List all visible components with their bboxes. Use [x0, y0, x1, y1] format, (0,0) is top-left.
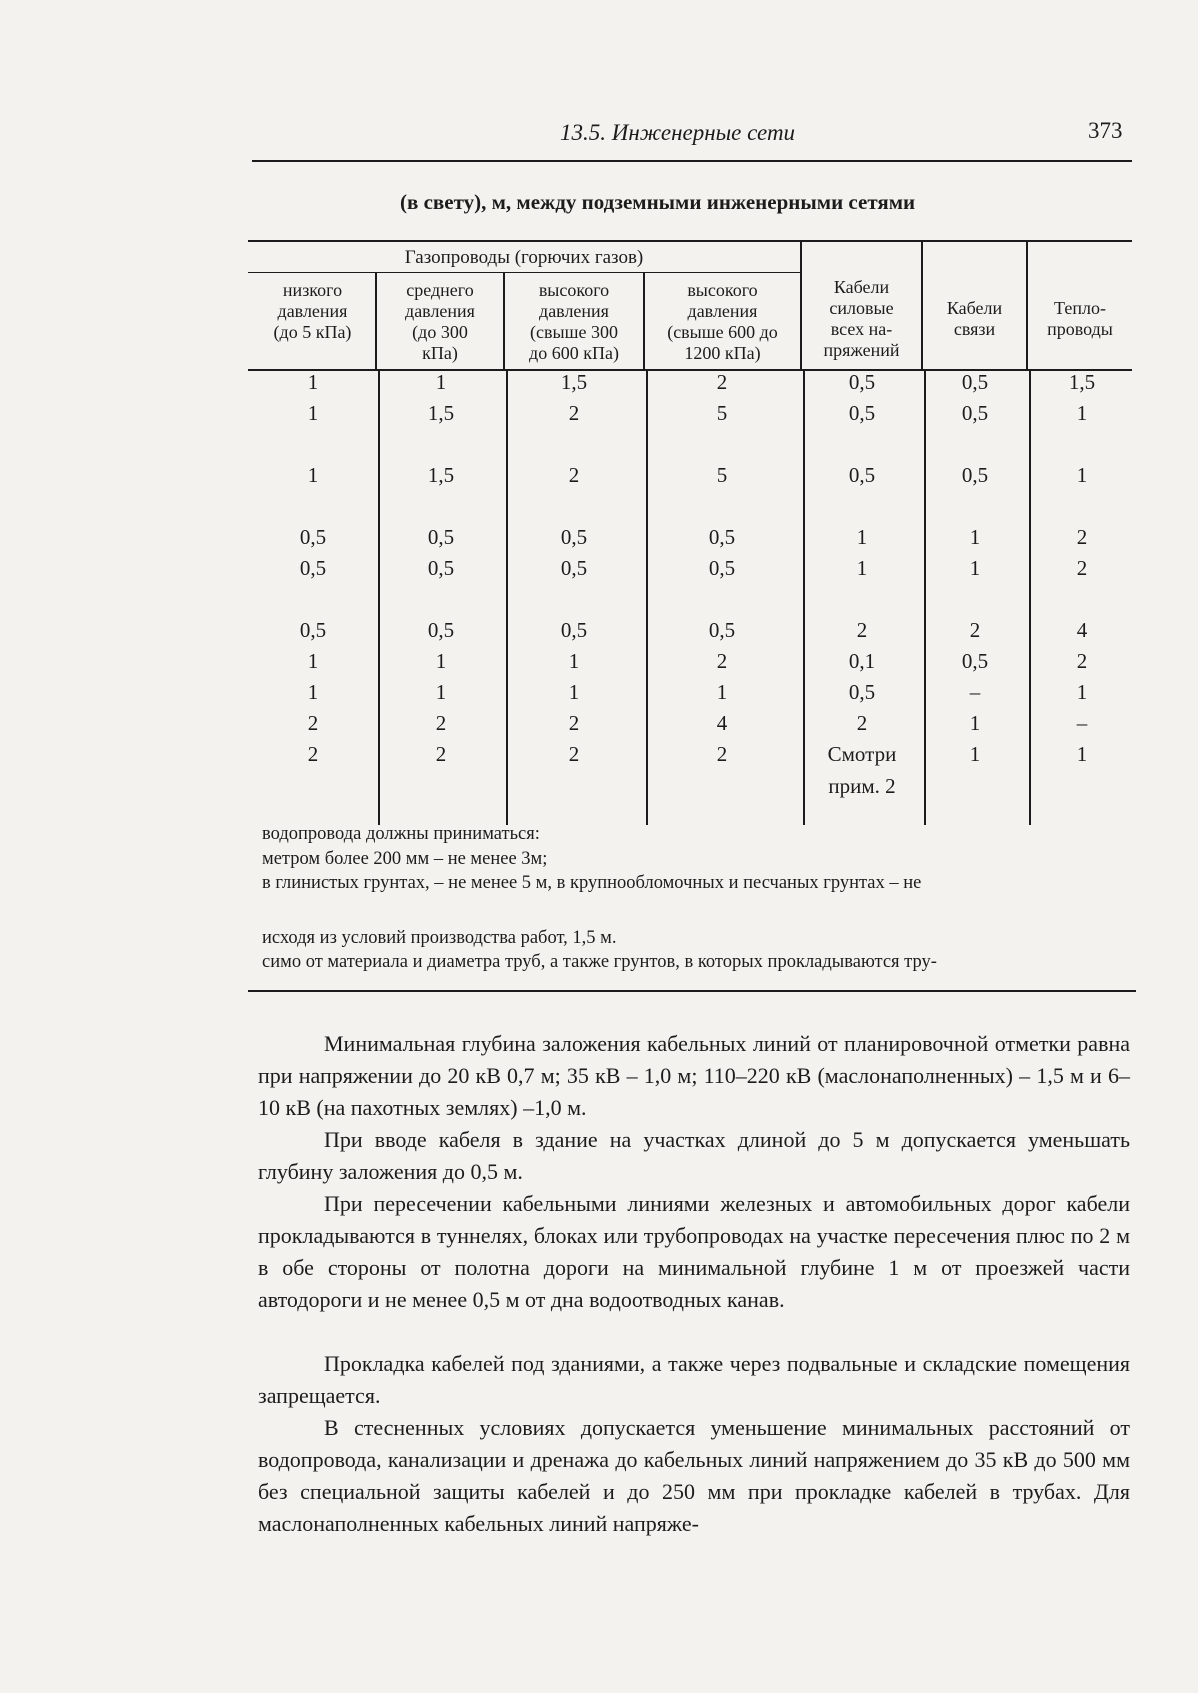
body-paragraph: Прокладка кабелей под зданиями, а также через подвальные и складские помещения запрещается.: [258, 1351, 1130, 1408]
body-column-divider: [924, 370, 926, 825]
column-header-medium-pressure: среднего давления (до 300 кПа): [405, 280, 475, 363]
page-number: 373: [1088, 118, 1123, 143]
table-cell: 4: [716, 711, 728, 735]
table-cell: 0,5: [961, 401, 989, 425]
table-cell: 1: [307, 463, 319, 487]
table-cell: 0,5: [848, 463, 876, 487]
table-cell: 0,5: [299, 556, 327, 580]
table-cell: 0,5: [427, 618, 455, 642]
table-cell: 1: [969, 525, 981, 549]
table-cell: 0,5: [560, 525, 588, 549]
table-note: исходя из условий производства работ, 1,5 м.: [262, 928, 617, 948]
group-header-rule: [248, 272, 800, 273]
table-cell: 0,5: [427, 556, 455, 580]
table-cell: 0,5: [708, 556, 736, 580]
table-cell: 1: [307, 401, 319, 425]
table-cell: 2: [856, 711, 868, 735]
column-header-high-pressure-300-600: высокого давления (свыше 300 до 600 кПа): [529, 280, 619, 363]
running-header-title: 13.5. Инженерные сети: [560, 120, 796, 145]
table-cell: 2: [1076, 525, 1088, 549]
table-cell: 0,5: [848, 370, 876, 394]
table-cell: 1: [1076, 680, 1088, 704]
table-cell: 1: [1076, 401, 1088, 425]
table-note: симо от материала и диаметра труб, а также грунтов, в которых прокладываются тру-: [262, 952, 937, 972]
table-cell: 1: [1076, 742, 1088, 766]
table-cell: 0,5: [299, 618, 327, 642]
table-cell: 1: [969, 556, 981, 580]
table-cell: –: [969, 680, 981, 704]
body-column-divider: [378, 370, 380, 825]
table-cell: 1: [856, 556, 868, 580]
table-cell: 2: [1076, 556, 1088, 580]
body-column-divider: [1029, 370, 1031, 825]
body-paragraph: В стесненных условиях допускается уменьшение минимальных расстояний от водопровода, канализации и дренажа до кабельных линий напряжением до 35 кВ до 500 мм без специальной защиты кабелей и до 250 мм при прокладке кабелей в трубах. Для маслонаполненных кабельных линий напряже-: [258, 1415, 1130, 1536]
table-cell: 5: [716, 463, 728, 487]
table-cell: 0,5: [848, 401, 876, 425]
table-cell: 0,5: [961, 463, 989, 487]
table-cell: 0,5: [708, 525, 736, 549]
table-cell: 2: [1076, 649, 1088, 673]
table-cell: 2: [716, 649, 728, 673]
group-header-gas-pipelines: Газопроводы (горючих газов): [404, 247, 644, 268]
table-cell: 0,5: [560, 618, 588, 642]
body-paragraph: Минимальная глубина заложения кабельных линий от планировочной отметки равна при напряжении до 20 кВ 0,7 м; 35 кВ – 1,0 м; 110–220 кВ (маслонаполненных) – 1,5 м и 6–10 кВ (на пахотных землях) –1,0 м.: [258, 1031, 1130, 1120]
column-header-power-cables: Кабели силовые всех на- пряжений: [823, 277, 900, 360]
column-header-communication-cables: Кабели связи: [946, 298, 1003, 339]
table-top-rule: [248, 240, 1132, 242]
table-cell: 0,5: [299, 525, 327, 549]
table-caption: (в свету), м, между подземными инженерными сетями: [400, 190, 916, 214]
table-cell: 0,1: [848, 649, 876, 673]
table-cell: 0,5: [961, 649, 989, 673]
table-cell: 2: [568, 463, 580, 487]
table-cell: 1,5: [1068, 370, 1096, 394]
table-cell: 2: [435, 711, 447, 735]
table-cell: 2: [307, 711, 319, 735]
table-cell: 1: [969, 711, 981, 735]
body-column-divider: [646, 370, 648, 825]
table-cell: 1: [969, 742, 981, 766]
table-cell: 1: [435, 649, 447, 673]
table-cell: 1,5: [427, 401, 455, 425]
table-note: метром более 200 мм – не менее 3м;: [262, 849, 548, 869]
body-column-divider: [506, 370, 508, 825]
table-cell-continuation: прим. 2: [828, 774, 896, 798]
body-column-divider: [803, 370, 805, 825]
table-cell: 1: [307, 649, 319, 673]
table-cell: 1: [1076, 463, 1088, 487]
table-cell: 2: [969, 618, 981, 642]
table-cell: 4: [1076, 618, 1088, 642]
column-header-low-pressure: низкого давления (до 5 кПа): [273, 280, 352, 342]
column-header-heat-pipelines: Тепло- проводы: [1047, 298, 1113, 339]
table-cell: 1: [716, 680, 728, 704]
table-note: в глинистых грунтах, – не менее 5 м, в крупнообломочных и песчаных грунтах – не: [262, 873, 922, 893]
table-cell: 0,5: [848, 680, 876, 704]
column-header-high-pressure-600-1200: высокого давления (свыше 600 до 1200 кПа): [667, 280, 778, 363]
table-cell: 1: [568, 649, 580, 673]
table-cell: 0,5: [708, 618, 736, 642]
table-cell: 0,5: [961, 370, 989, 394]
table-cell: 2: [856, 618, 868, 642]
table-note: водопровода должны приниматься:: [262, 824, 540, 844]
table-cell: 2: [307, 742, 319, 766]
table-cell: 5: [716, 401, 728, 425]
table-cell: 1: [307, 370, 319, 394]
table-cell: 1,5: [427, 463, 455, 487]
table-cell: 0,5: [560, 556, 588, 580]
table-cell: 2: [716, 370, 728, 394]
table-cell: 0,5: [427, 525, 455, 549]
body-paragraph: При пересечении кабельными линиями железных и автомобильных дорог кабели прокладываются в туннелях, блоках или трубопроводах на участке пересечения плюс по 2 м в обе стороны от полотна дороги на минимальной глубине 1 м от проезжей части автодороги и не менее 0,5 м от дна водоотводных канав.: [258, 1191, 1130, 1312]
table-cell: 1: [307, 680, 319, 704]
table-cell: 1: [435, 680, 447, 704]
table-cell: 1: [856, 525, 868, 549]
body-paragraph: При вводе кабеля в здание на участках длиной до 5 м допускается уменьшать глубину заложения до 0,5 м.: [258, 1127, 1130, 1184]
table-cell: Смотри: [827, 742, 897, 766]
notes-bottom-rule: [248, 990, 1136, 992]
table-cell: 1,5: [560, 370, 588, 394]
table-cell: –: [1076, 711, 1088, 735]
table-cell: 2: [435, 742, 447, 766]
table-cell: 2: [568, 742, 580, 766]
table-cell: 1: [568, 680, 580, 704]
table-cell: 2: [568, 401, 580, 425]
table-cell: 2: [716, 742, 728, 766]
table-cell: 1: [435, 370, 447, 394]
header-rule: [252, 160, 1132, 162]
table-cell: 2: [568, 711, 580, 735]
